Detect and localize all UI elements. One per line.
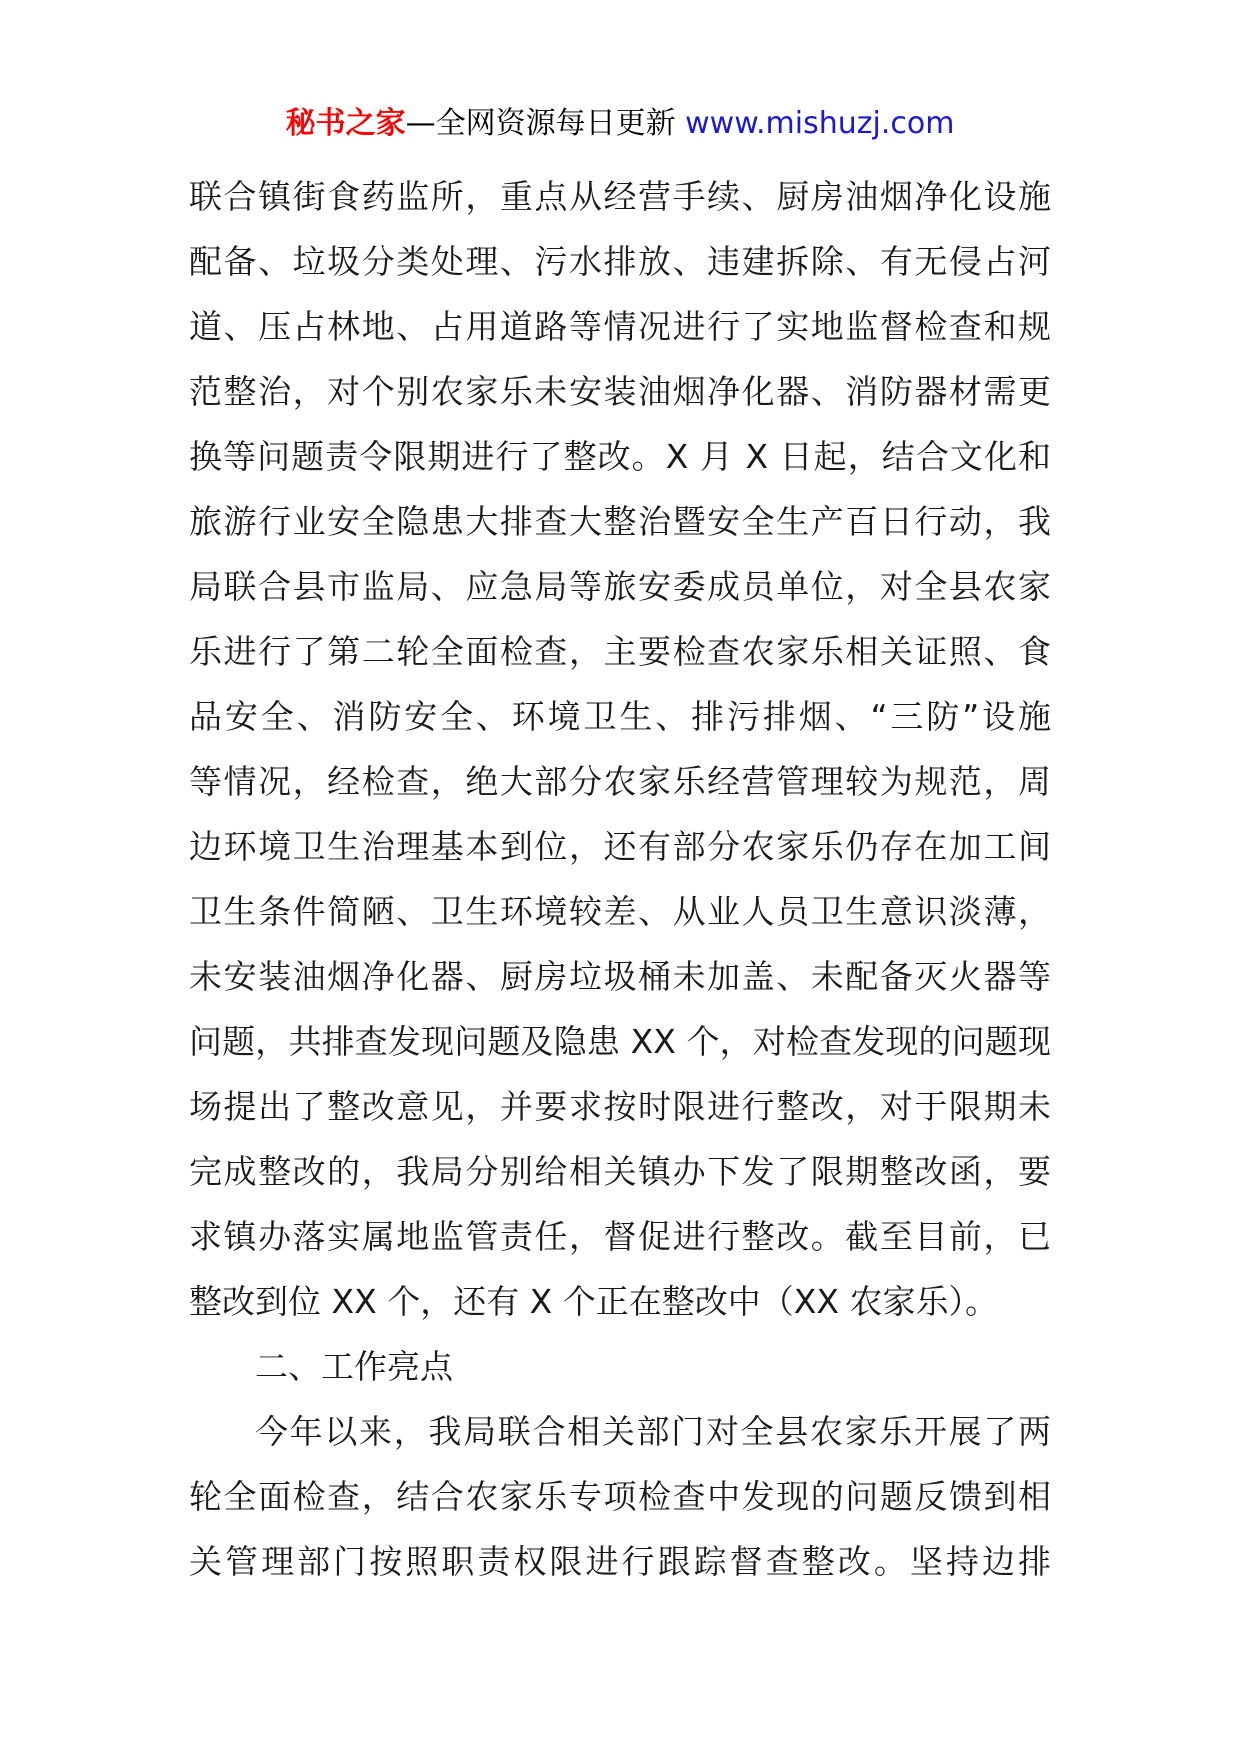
site-brand: 秘书之家 [285, 106, 406, 141]
paragraph-line: 卫生条件简陋、卫生环境较差、从业人员卫生意识淡薄， [189, 892, 1051, 931]
paragraph-line: 轮全面检查，结合农家乐专项检查中发现的问题反馈到相 [189, 1477, 1051, 1516]
section-heading: 二、工作亮点 [255, 1347, 453, 1386]
paragraph-line: 配备、垃圾分类处理、污水排放、违建拆除、有无侵占河 [189, 242, 1051, 281]
paragraph-line: 边环境卫生治理基本到位，还有部分农家乐仍存在加工间 [189, 827, 1051, 866]
paragraph-line: 关管理部门按照职责权限进行跟踪督查整改。坚持边排 [189, 1542, 1051, 1581]
document-body [189, 164, 1051, 1594]
paragraph-line: 旅游行业安全隐患大排查大整治暨安全生产百日行动，我 [189, 502, 1051, 541]
paragraph-line: 局联合县市监局、应急局等旅安委成员单位，对全县农家 [189, 567, 1051, 606]
paragraph-line: 未安装油烟净化器、厨房垃圾桶未加盖、未配备灭火器等 [189, 957, 1051, 996]
paragraph-line: 范整治，对个别农家乐未安装油烟净化器、消防器材需更 [189, 372, 1051, 411]
paragraph-line: 等情况，经检查，绝大部分农家乐经营管理较为规范，周 [189, 762, 1051, 801]
site-tagline: —全网资源每日更新 [405, 106, 676, 141]
paragraph-line: 整改到位 XX 个，还有 X 个正在整改中（XX 农家乐）。 [189, 1282, 998, 1321]
paragraph-line: 联合镇街食药监所，重点从经营手续、厨房油烟净化设施 [189, 177, 1051, 216]
paragraph-line: 完成整改的，我局分别给相关镇办下发了限期整改函，要 [189, 1152, 1051, 1191]
paragraph-line: 换等问题责令限期进行了整改。X 月 X 日起，结合文化和 [189, 437, 1051, 476]
site-header [0, 100, 1240, 148]
paragraph-line: 品安全、消防安全、环境卫生、排污排烟、“三防”设施 [189, 697, 1051, 736]
paragraph-line: 今年以来，我局联合相关部门对全县农家乐开展了两 [255, 1412, 1051, 1451]
paragraph-line: 乐进行了第二轮全面检查，主要检查农家乐相关证照、食 [189, 632, 1051, 671]
paragraph-line: 场提出了整改意见，并要求按时限进行整改，对于限期未 [189, 1087, 1051, 1126]
paragraph-line: 求镇办落实属地监管责任，督促进行整改。截至目前，已 [189, 1217, 1051, 1256]
paragraph-line: 道、压占林地、占用道路等情况进行了实地监督检查和规 [189, 307, 1051, 346]
site-url-link[interactable]: www.mishuzj.com [685, 106, 955, 141]
paragraph-line: 问题，共排查发现问题及隐患 XX 个，对检查发现的问题现 [189, 1022, 1051, 1061]
